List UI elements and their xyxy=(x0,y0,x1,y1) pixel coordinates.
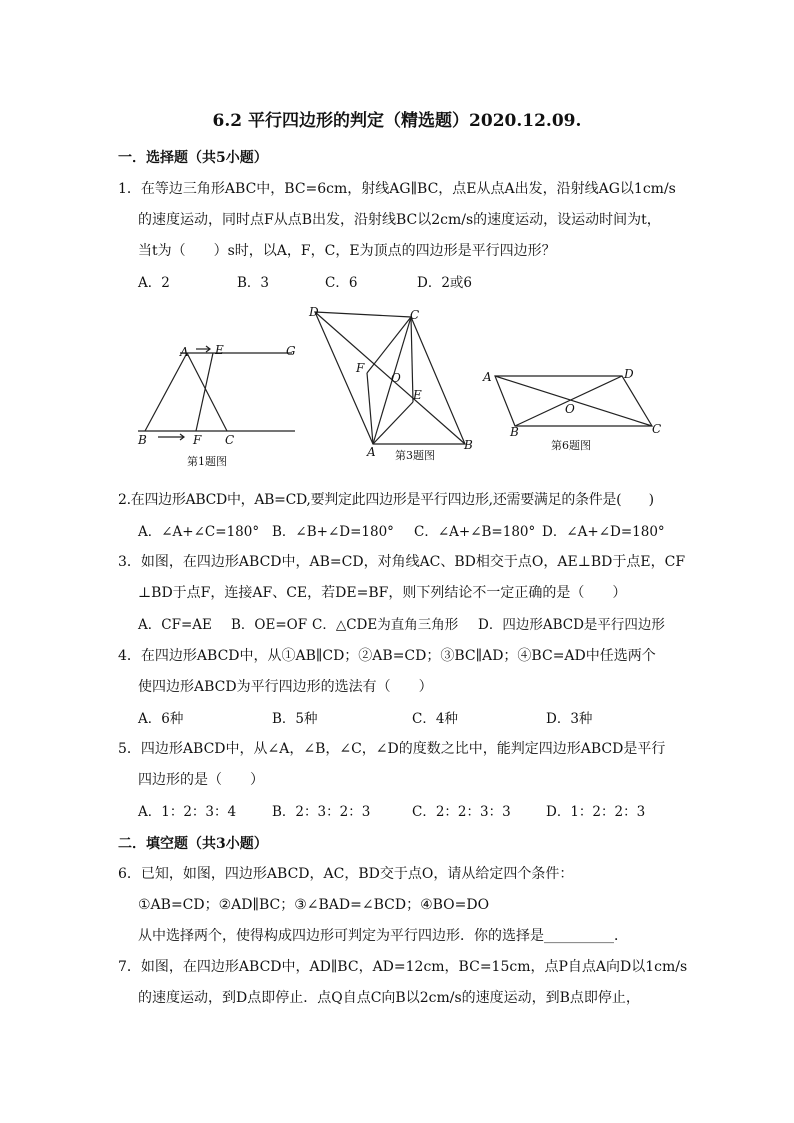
fig1-caption: 第1题图 xyxy=(187,455,227,468)
fig1-label-f: F xyxy=(193,433,202,447)
q4-option-a: A．6种 xyxy=(138,711,184,727)
fig3-label-d: D xyxy=(309,305,319,319)
q1-line-3: 当t为（ ）s时，以A，F，C，E为顶点的四边形是平行四边形？ xyxy=(138,243,556,259)
q7-line-2: 的速度运动，到D点即停止．点Q自点C向B以2cm/s的速度运动，到B点即停止， xyxy=(138,990,640,1006)
q4-option-c: C．4种 xyxy=(412,711,458,727)
fig6-diagonal-bd xyxy=(515,376,622,426)
geometry-figures xyxy=(130,300,670,470)
fig3-cf xyxy=(367,317,411,373)
q4-line-1: 4．在四边形ABCD中，从①AB∥CD；②AB=CD；③BC∥AD；④BC=AD中任选两个 xyxy=(118,648,656,664)
q7-line-1: 7．如图，在四边形ABCD中，AD∥BC，AD=12cm，BC=15cm，点P自点A向D以1cm/s xyxy=(118,959,688,975)
fig1-label-b: B xyxy=(138,433,147,447)
fig6-label-a: A xyxy=(483,370,492,384)
q3-option-d: D．四边形ABCD是平行四边形 xyxy=(478,617,665,633)
q2-option-a: A．∠A+∠C=180° xyxy=(138,524,260,540)
q5-option-a: A．1：2：3：4 xyxy=(138,804,237,820)
q6-line-1: 6．已知，如图，四边形ABCD，AC，BD交于点O，请从给定四个条件： xyxy=(118,866,574,882)
fig1-side-ac xyxy=(187,353,227,431)
fig1-label-e: E xyxy=(215,343,224,357)
section-heading-fill: 二．填空题（共3小题） xyxy=(118,836,268,852)
fig6-caption: 第6题图 xyxy=(551,439,591,452)
fig3-caption: 第3题图 xyxy=(395,449,435,462)
fig3-label-c: C xyxy=(410,308,420,322)
q1-option-c: C．6 xyxy=(325,275,358,291)
q4-option-b: B．5种 xyxy=(272,711,318,727)
fig6-diagonal-ac xyxy=(495,376,652,426)
q3-option-c: C．△CDE为直角三角形 xyxy=(312,617,459,633)
q1-line-2: 的速度运动，同时点F从点B出发，沿射线BC以2cm/s的速度运动，设运动时间为t， xyxy=(138,212,661,228)
section-heading-choice: 一．选择题（共5小题） xyxy=(118,150,268,166)
q5-option-c: C．2：2：3：3 xyxy=(412,804,511,820)
q5-line-2: 四边形的是（ ） xyxy=(138,772,264,788)
fig6-label-b: B xyxy=(510,425,519,439)
fig6-label-o: O xyxy=(565,402,575,416)
fig3-label-e: E xyxy=(413,388,422,402)
q5-line-1: 5．四边形ABCD中，从∠A，∠B，∠C，∠D的度数之比中，能判定四边形ABCD是平行 xyxy=(118,741,666,757)
fig6-label-d: D xyxy=(624,367,634,381)
fig1-label-g: G xyxy=(286,344,296,358)
q3-line-2: ⊥BD于点F，连接AF、CE，若DE=BF，则下列结论不一定正确的是（ ） xyxy=(138,585,627,601)
page-title: 6.2 平行四边形的判定（精选题）2020.12.09. xyxy=(212,111,582,131)
q1-option-d: D．2或6 xyxy=(417,275,473,291)
q3-line-1: 3．如图，在四边形ABCD中，AB=CD，对角线AC、BD相交于点O，AE⊥BD于点E，CF xyxy=(118,554,686,570)
fig3-label-o: O xyxy=(391,371,401,385)
fig6-label-c: C xyxy=(652,422,662,436)
q2-option-c: C．∠A+∠B=180° xyxy=(414,524,536,540)
q4-option-d: D．3种 xyxy=(546,711,593,727)
fig3-label-a: A xyxy=(367,445,376,459)
q1-line-1: 1．在等边三角形ABC中，BC=6cm，射线AG∥BC，点E从点A出发，沿射线AG以1cm/s xyxy=(118,181,676,197)
q6-line-2: ①AB=CD；②AD∥BC；③∠BAD=∠BCD；④BO=DO xyxy=(138,897,490,913)
q6-line-3: 从中选择两个，使得构成四边形可判定为平行四边形．你的选择是__________． xyxy=(138,928,628,944)
q2-line-1: 2.在四边形ABCD中，AB=CD,要判定此四边形是平行四边形,还需要满足的条件是( ) xyxy=(118,492,654,508)
q2-option-d: D．∠A+∠D=180° xyxy=(542,524,665,540)
fig1-side-ab xyxy=(145,353,187,431)
fig1-label-c: C xyxy=(225,433,235,447)
q1-option-a: A．2 xyxy=(138,275,170,291)
fig1-segment-ef xyxy=(196,353,213,431)
fig3-label-b: B xyxy=(464,438,473,452)
fig1-label-a: A xyxy=(180,345,189,359)
q5-option-d: D．1：2：2：3 xyxy=(546,804,646,820)
fig3-label-f: F xyxy=(356,361,365,375)
q5-option-b: B．2：3：2：3 xyxy=(272,804,371,820)
q1-option-b: B．3 xyxy=(237,275,270,291)
q3-option-a: A．CF=AE xyxy=(138,617,212,633)
q2-option-b: B．∠B+∠D=180° xyxy=(272,524,394,540)
q3-option-b: B．OE=OF xyxy=(231,617,308,633)
fig3-diagonal-bd xyxy=(315,312,465,444)
q4-line-2: 使四边形ABCD为平行四边形的选法有（ ） xyxy=(138,679,433,695)
